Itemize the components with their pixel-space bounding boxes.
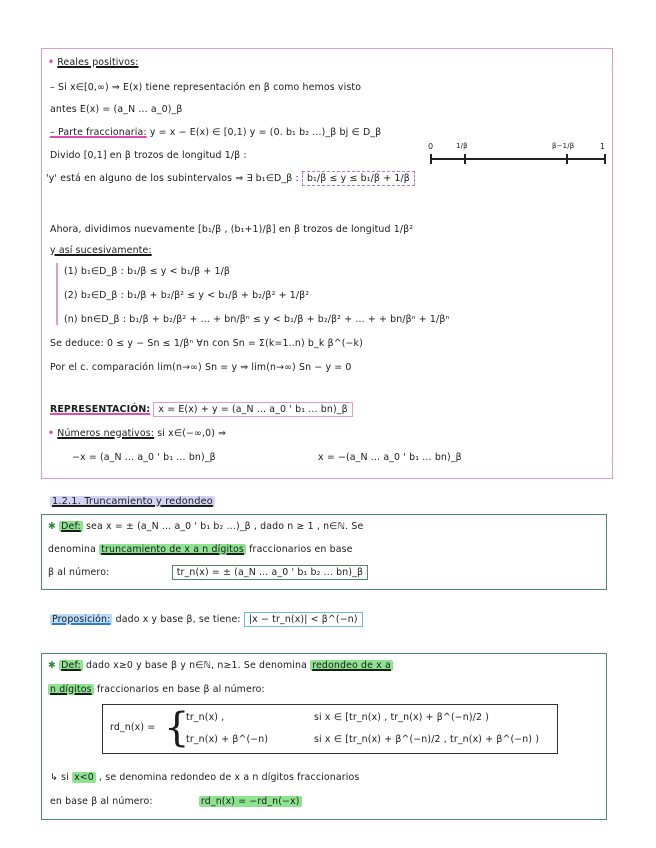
negativos-line: [48, 428, 226, 439]
def2-neg-highlight: x<0: [74, 772, 94, 783]
def2-negative-line: [50, 772, 359, 783]
def1-denomina: denomina: [48, 544, 97, 555]
representacion-line: [50, 404, 353, 415]
def2-label: Def:: [61, 660, 81, 671]
def1-fraccionarios: fraccionarios en base: [249, 544, 353, 555]
sucesivamente-text: y así sucesivamente:: [50, 245, 152, 256]
sucesivamente-line: [50, 245, 152, 256]
scale-label-beta-minus-1: β−1/β: [552, 142, 575, 150]
proposicion-label: Proposición:: [52, 614, 111, 625]
rd-negative-formula: rd_n(x) = −rd_n(−x): [200, 796, 300, 807]
step-1: (1) b₁∈D_β : b₁/β ≤ y < b₁/β + 1/β: [64, 266, 231, 277]
subinterval-scale: [428, 142, 606, 168]
representacion-label: REPRESENTACIÓN:: [50, 404, 151, 415]
def1-label: Def:: [61, 521, 81, 532]
rd-case-2-value: tr_n(x) + β^(−n): [186, 734, 269, 745]
negativos-eq-1: −x = (a_N ... a_0 ' b₁ ... bn)_β: [72, 452, 216, 463]
def1-highlight: truncamiento de x a n dígitos: [101, 544, 244, 555]
representacion-box: x = E(x) + y = (a_N ... a_0 ' b₁ ... bn)_β: [153, 402, 352, 417]
step-n: (n) bn∈D_β : b₁/β + b₂/β² + ... + bn/βⁿ ≤ y < b₁/β + b₂/β² + ... + + bn/βⁿ + 1/βⁿ: [64, 314, 450, 325]
negativos-text: si x∈(−∞,0) ⇒: [157, 428, 227, 439]
proposicion-text: dado x y base β, se tiene:: [115, 614, 241, 625]
ahora-line: Ahora, dividimos nuevamente [b₁/β , (b₁+1)/β] en β trozos de longitud 1/β²: [50, 224, 414, 235]
def2-text: dado x≥0 y base β y n∈ℕ, n≥1. Se denomina: [86, 660, 308, 671]
asterisk-icon: ✱: [48, 521, 57, 532]
bullet-icon: •: [48, 57, 55, 68]
steps-bracket: [56, 263, 58, 325]
proposicion-line: [50, 614, 363, 625]
section-title-line: [50, 496, 215, 507]
proposicion-box: |x − tr_n(x)| < β^(−n): [244, 612, 363, 627]
step-2: (2) b₂∈D_β : b₁/β + b₂/β² ≤ y < b₁/β + b₂/β² + 1/β²: [64, 290, 310, 301]
brace-icon: {: [164, 705, 190, 751]
def2-last-line: [50, 796, 302, 807]
bullet-icon: •: [48, 428, 55, 439]
scale-label-1-over-beta: 1/β: [456, 142, 468, 150]
scale-label-0: 0: [428, 142, 434, 151]
def1-line-3: [48, 567, 368, 578]
subintervalo-line: [46, 173, 415, 184]
def2-highlight-1: redondeo de x a: [312, 660, 391, 671]
def1-text: sea x = ± (a_N ... a_0 ' b₁ b₂ ...)_β , dado n ≥ 1 , n∈ℕ. Se: [86, 521, 364, 532]
def2-neg-text: , se denomina redondeo de x a n dígitos fraccionarios: [99, 772, 360, 783]
reales-title: Reales positivos:: [57, 57, 139, 68]
subintervalo-box: b₁/β ≤ y ≤ b₁/β + 1/β: [302, 171, 415, 186]
def2-text-2: fraccionarios en base β al número:: [96, 684, 265, 695]
def1-line-2: [48, 544, 353, 555]
rd-left: rd_n(x) =: [110, 722, 156, 733]
negativos-label: Números negativos:: [57, 428, 155, 439]
def2-last-text: en base β al número:: [50, 796, 153, 807]
parte-fraccionaria-label: – Parte fraccionaria:: [50, 127, 147, 138]
section-title: 1.2.1. Truncamiento y redondeo: [52, 496, 213, 507]
trunc-formula-box: tr_n(x) = ± (a_N ... a_0 ' b₁ b₂ ... bn)_β: [172, 565, 368, 580]
reales-line-1: – Si x∈[0,∞) ⇒ E(x) tiene representación en β como hemos visto: [50, 82, 362, 93]
scale-label-1: 1: [600, 142, 606, 151]
reales-line-2: antes E(x) = (a_N ... a_0)_β: [50, 104, 183, 115]
parte-fraccionaria-text: y = x − E(x) ∈ [0,1) y = (0. b₁ b₂ ...)_β bj ∈ D_β: [149, 127, 382, 138]
def2-line-2: [48, 684, 265, 695]
rd-case-2-condition: si x ∈ [tr_n(x) + β^(−n)/2 , tr_n(x) + β^(−n) ): [314, 734, 540, 745]
negativos-eq-2: x = −(a_N ... a_0 ' b₁ ... bn)_β: [318, 452, 462, 463]
rd-case-1-value: tr_n(x) ,: [186, 712, 225, 723]
def2-highlight-2: n dígitos: [50, 684, 92, 695]
asterisk-icon: ✱: [48, 660, 57, 671]
def2-neg-si: ↳ si: [50, 772, 69, 783]
def2-line-1: [48, 660, 393, 671]
reales-title-line: [48, 57, 138, 68]
comparacion-line: Por el c. comparación lim(n→∞) Sn = y ⇒ lim(n→∞) Sn − y = 0: [50, 362, 352, 373]
def1-line-1: [48, 521, 363, 532]
parte-fraccionaria-line: [50, 127, 381, 138]
subintervalo-text: 'y' está en alguno de los subintervalos ⇒ ∃ b₁∈D_β :: [46, 173, 299, 184]
divido-line: Divido [0,1] en β trozos de longitud 1/β :: [50, 150, 247, 161]
def1-al-numero: β al número:: [48, 567, 110, 578]
deduce-line: Se deduce: 0 ≤ y − Sn ≤ 1/βⁿ ∀n con Sn = Σ(k=1..n) b_k β^(−k): [50, 338, 363, 349]
rd-case-1-condition: si x ∈ [tr_n(x) , tr_n(x) + β^(−n)/2 ): [314, 712, 490, 723]
